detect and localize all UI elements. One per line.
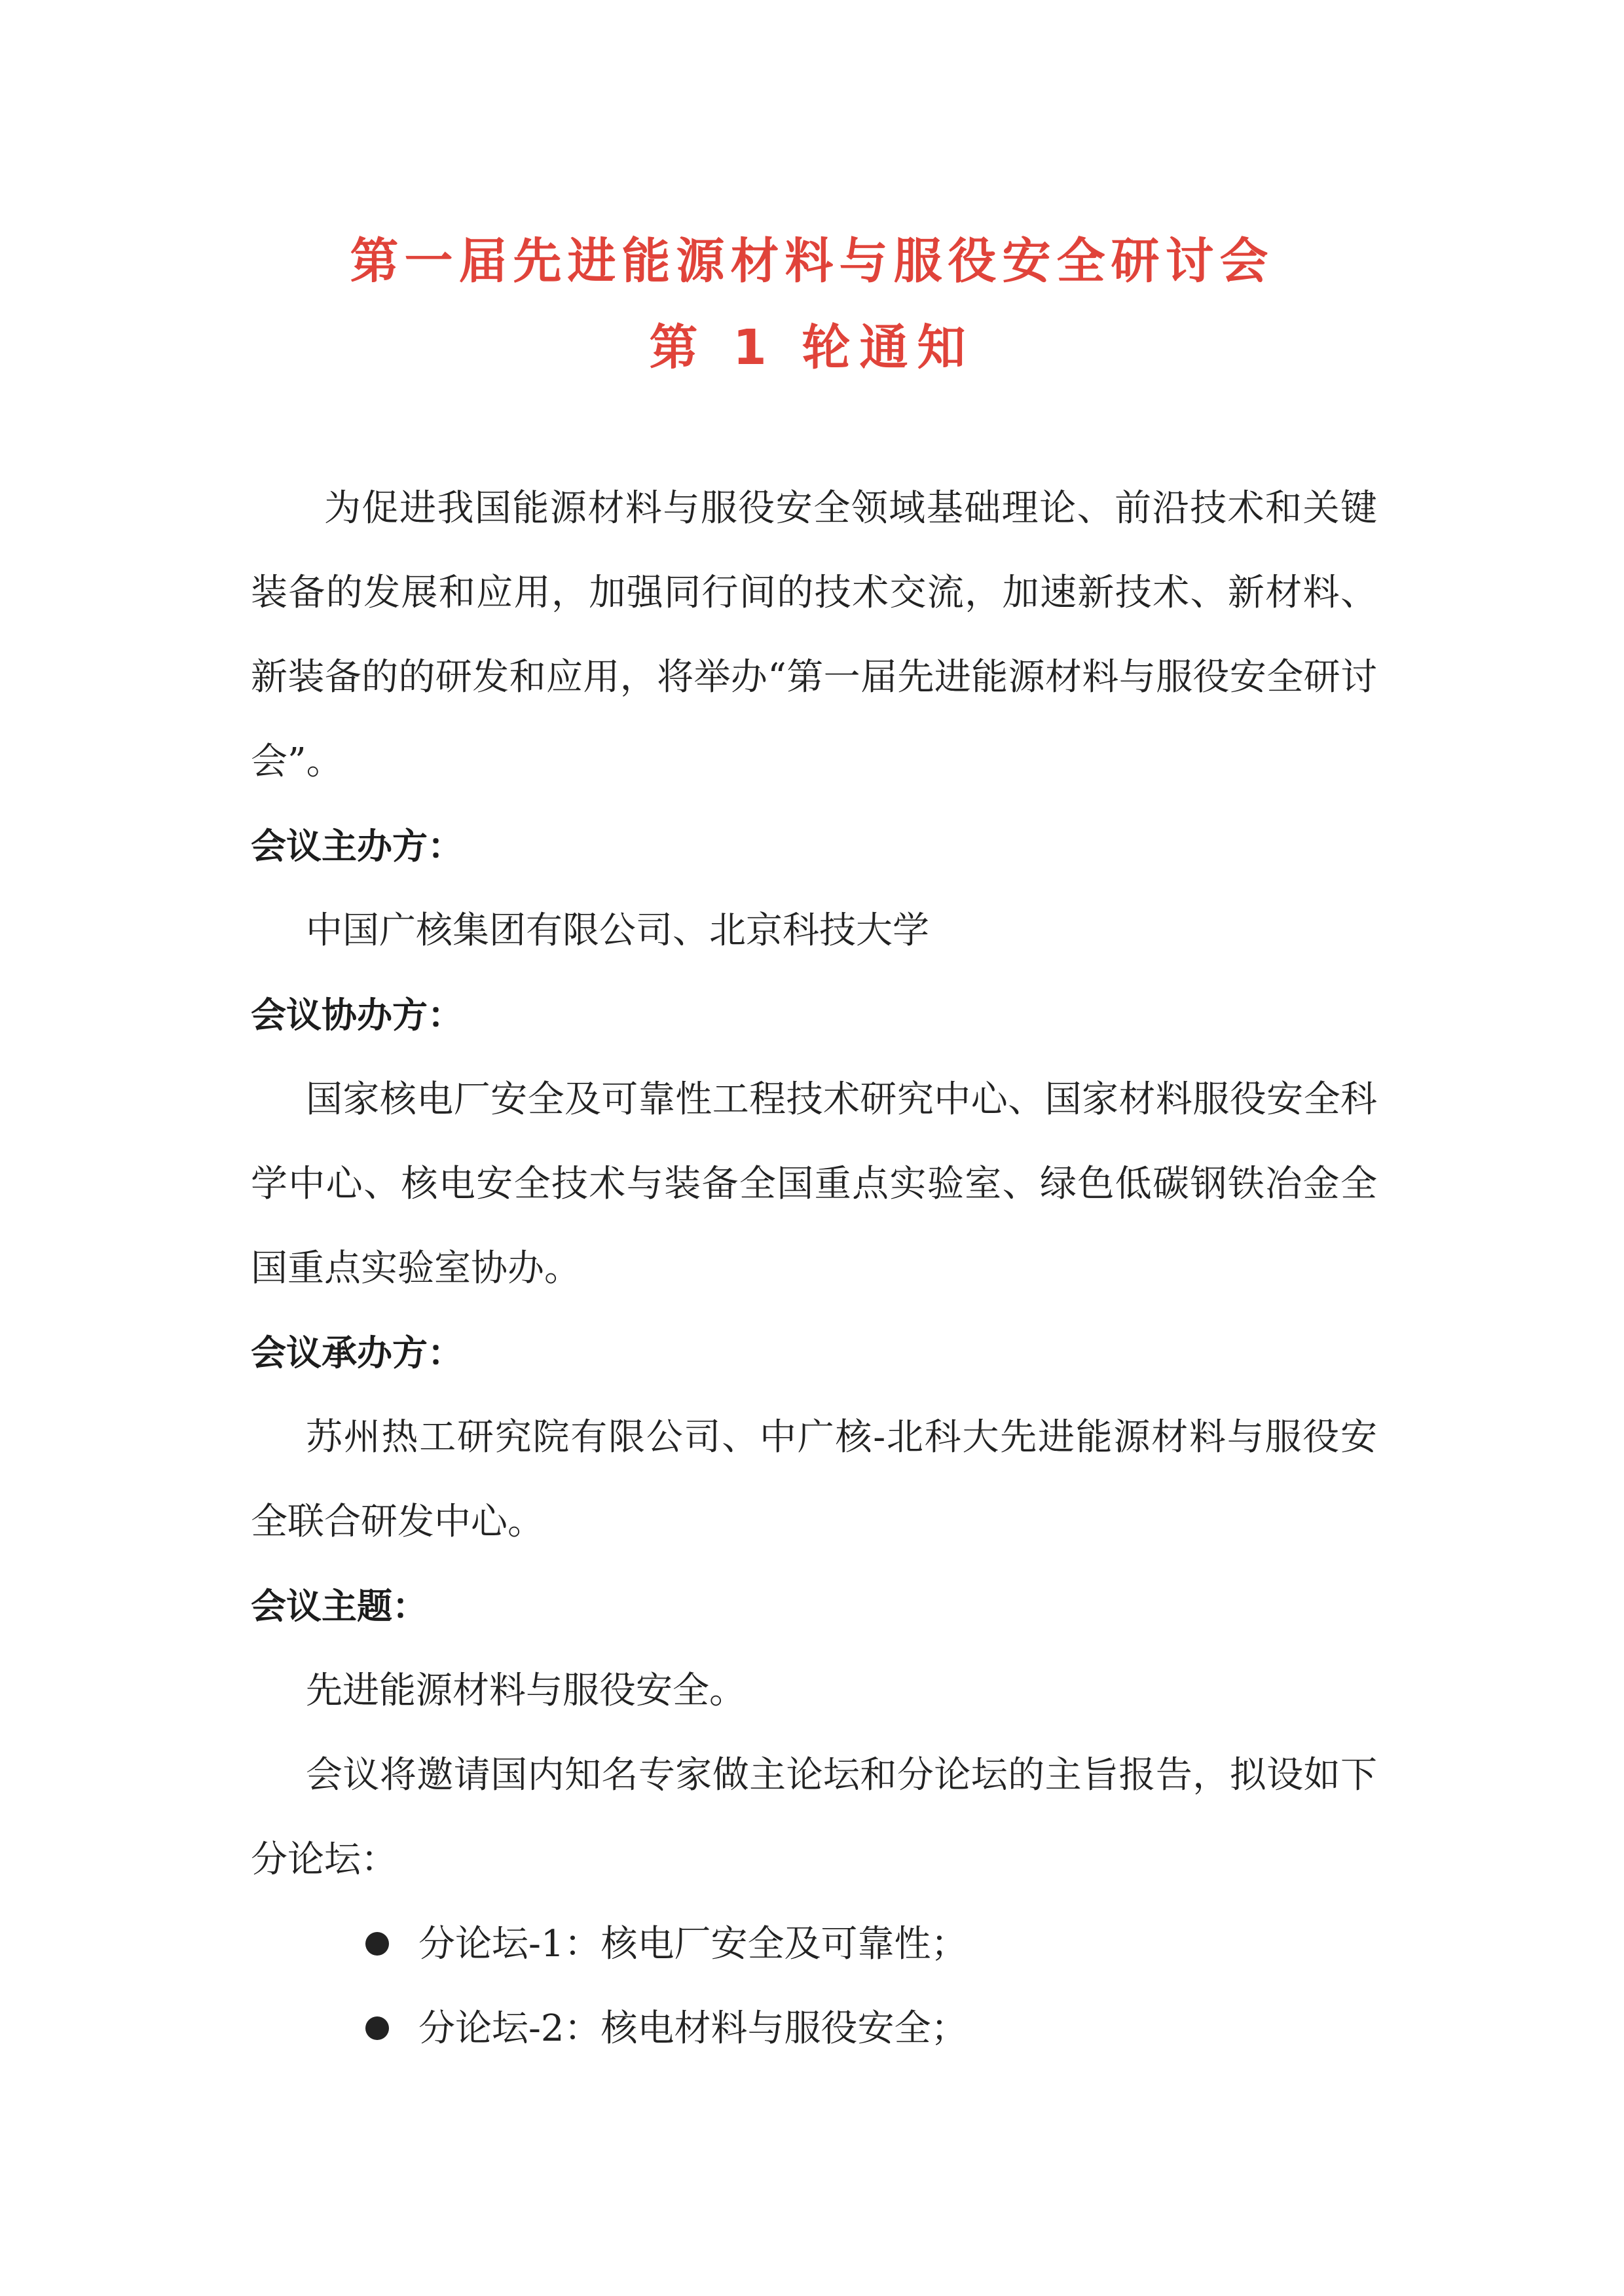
sub-forum-list [251,1902,1377,2071]
notice-title: 第一届先进能源材料与服役安全研讨会 [350,233,1274,289]
notice-subtitle: 第 1 轮通知 [649,319,975,376]
co-organizer-heading: 会议协办方： [251,994,463,1036]
sub-forum-item [251,1902,1377,1986]
bullet-dot-icon [365,2016,389,2040]
bullet-dot-icon [365,1932,389,1956]
theme-text: 先进能源材料与服役安全。 [306,1669,746,1712]
sub-forum-label: 分论坛-2：核电材料与服役安全； [418,2007,968,2050]
forum-intro-text: 会议将邀请国内知名专家做主论坛和分论坛的主旨报告，拟设如下分论坛： [251,1754,1377,1881]
sub-forum-item [251,1986,1377,2071]
notice-body [251,466,1377,2071]
intro-paragraph: 为促进我国能源材料与服役安全领域基础理论、前沿技术和关键装备的发展和应用，加强同行间的技术交流，加速新技术、新材料、新装备的的研发和应用，将举办“第一届先进能源材料与服役安全研讨会”。 [251,487,1377,783]
sponsor-text: 中国广核集团有限公司、北京科技大学 [306,909,929,952]
host-text: 苏州热工研究院有限公司、中广核-北科大先进能源材料与服役安全联合研发中心。 [251,1416,1377,1543]
host-heading: 会议承办方： [251,1332,463,1374]
theme-heading: 会议主题： [251,1586,428,1627]
co-organizer-text: 国家核电厂安全及可靠性工程技术研究中心、国家材料服役安全科学中心、核电安全技术与装备全国重点实验室、绿色低碳钢铁冶金全国重点实验室协办。 [251,1078,1377,1290]
sub-forum-label: 分论坛-1：核电厂安全及可靠性； [418,1923,968,1965]
sponsor-heading: 会议主办方： [251,826,463,867]
